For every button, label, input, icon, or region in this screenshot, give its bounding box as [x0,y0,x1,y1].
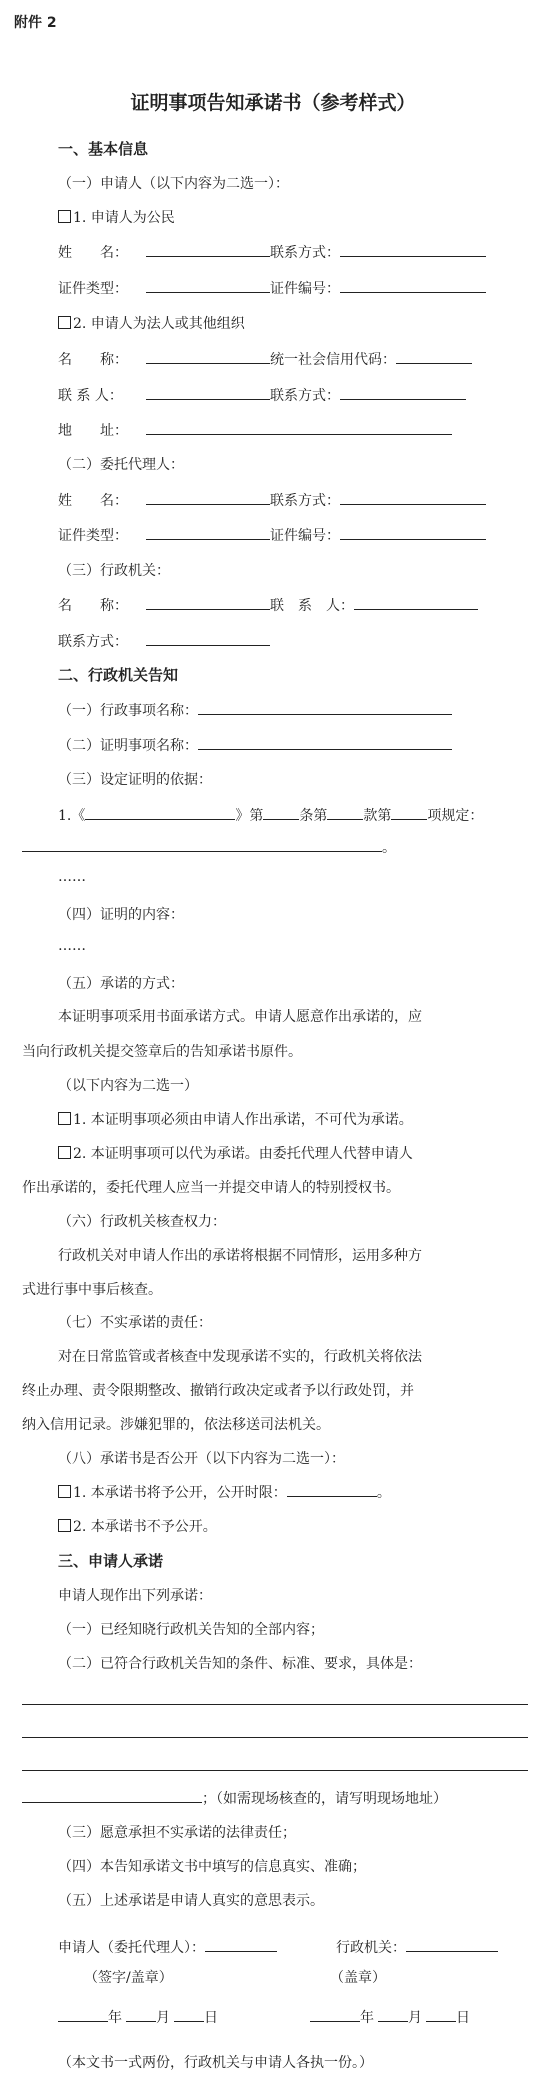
row-agency-name [58,595,478,615]
agency-name-field[interactable] [146,595,270,610]
commitment-item-5: （五）上述承诺是申请人真实的意思表示。 [58,1893,324,1909]
option-proxy-line-2: 作出承诺的，委托代理人应当一并提交申请人的特别授权书。 [22,1180,400,1196]
choice-note: （以下内容为二选一） [58,1078,198,1094]
citizen-checkbox[interactable] [58,210,71,223]
commitment-item-3: （三）愿意承担不实承诺的法律责任； [58,1825,296,1841]
contact-person-field[interactable] [146,385,270,400]
applicant-heading: （一）申请人（以下内容为二选一）： [58,176,289,192]
commit-method-line-1: 本证明事项采用书面承诺方式。申请人愿意作出承诺的，应 [58,1009,422,1025]
agent-id-type-field[interactable] [146,525,270,540]
agent-heading: （二）委托代理人： [58,457,184,473]
footer-note: （本文书一式两份，行政机关与申请人各执一份。） [58,2055,373,2071]
row-agent-name [58,490,486,510]
address-field[interactable] [146,420,452,435]
row-legal-basis: 1.《 》第 条第 款第 项规定： [58,805,483,825]
basis-content-field[interactable] [22,837,382,852]
detail-line-3[interactable] [22,1770,528,1771]
ellipsis-1: …… [58,869,86,885]
admin-matter-label: （一）行政事项名称： [58,703,198,719]
site-address-note: ；（如需现场核查的，请写明现场地址） [202,1791,447,1807]
document-title: 证明事项告知承诺书（参考样式） [130,92,416,114]
agency-date-row: 年 月 日 [310,2007,470,2027]
agent-id-type-label: 证件类型： [58,528,128,544]
liability-line-3: 纳入信用记录。涉嫌犯罪的，依法移送司法机关。 [22,1417,330,1433]
agency-contact-person-label: 联 系 人： [270,598,354,614]
applicant-signature-field[interactable] [205,1937,277,1952]
agent-contact-label: 联系方式： [270,493,340,509]
agency-contact-label: 联系方式： [58,634,128,650]
agency-signature-row [336,1937,498,1957]
id-no-field[interactable] [340,278,486,293]
agency-month-field[interactable] [378,2007,408,2022]
applicant-day-field[interactable] [174,2007,204,2022]
no-proxy-checkbox[interactable] [58,1112,71,1125]
commit-method-heading: （五）承诺的方式： [58,976,184,992]
verify-power-line-1: 行政机关对申请人作出的承诺将根据不同情形，运用多种方 [58,1248,422,1264]
agent-name-label: 姓 名： [58,493,128,509]
proof-content-heading: （四）证明的内容： [58,907,184,923]
proof-matter-field[interactable] [198,735,452,750]
agency-day-field[interactable] [426,2007,456,2022]
row-agent-id [58,525,486,545]
applicant-month-field[interactable] [126,2007,156,2022]
agency-heading: （三）行政机关： [58,563,170,579]
section-commitment-title: 三、申请人承诺 [58,1552,164,1570]
organization-checkbox[interactable] [58,316,71,329]
agency-contact-person-field[interactable] [354,595,478,610]
id-type-field[interactable] [146,278,270,293]
row-site-address [22,1788,447,1808]
row-proof-matter [58,735,452,755]
address-label: 地 址： [58,423,128,439]
agency-contact-field[interactable] [146,631,270,646]
agency-name-label: 名 称： [58,598,128,614]
org-contact-field[interactable] [340,385,466,400]
row-org-name [58,349,472,369]
commitment-item-4: （四）本告知承诺文书中填写的信息真实、准确； [58,1859,366,1875]
commitment-item-1: （一）已经知晓行政机关告知的全部内容； [58,1622,324,1638]
liability-heading: （七）不实承诺的责任： [58,1315,212,1331]
agency-year-field[interactable] [310,2007,360,2022]
publicity-heading: （八）承诺书是否公开（以下内容为二选一）： [58,1451,345,1467]
row-agency-contact [58,631,270,651]
proxy-checkbox[interactable] [58,1146,71,1159]
admin-matter-field[interactable] [198,700,452,715]
row-citizen-name [58,242,486,262]
org-name-label: 名 称： [58,352,128,368]
row-org-contact [58,385,466,405]
commit-method-line-2: 当向行政机关提交签章后的告知承诺书原件。 [22,1044,302,1060]
row-admin-matter [58,700,452,720]
agent-contact-field[interactable] [340,490,486,505]
option-proxy: 2. 本证明事项可以代为承诺。由委托代理人代替申请人 [58,1143,413,1163]
agency-signature-field[interactable] [406,1937,498,1952]
law-name-field[interactable] [85,805,235,820]
not-public-checkbox[interactable] [58,1519,71,1532]
agency-sign-note: （盖章） [330,1970,386,1986]
name-label: 姓 名： [58,245,128,261]
proof-matter-label: （二）证明事项名称： [58,738,198,754]
applicant-signature-label: 申请人（委托代理人）： [58,1940,205,1956]
liability-line-2: 终止办理、责令限期整改、撤销行政决定或者予以行政处罚，并 [22,1383,414,1399]
applicant-date-row: 年 月 日 [58,2007,218,2027]
site-address-field[interactable] [22,1788,202,1803]
basis-heading: （三）设定证明的依据： [58,772,212,788]
agent-name-field[interactable] [146,490,270,505]
verify-power-line-2: 式进行事中事后核查。 [22,1282,162,1298]
id-no-label: 证件编号： [270,281,340,297]
contact-label: 联系方式： [270,245,340,261]
applicant-sign-note: （签字/盖章） [84,1970,173,1986]
contact-field[interactable] [340,242,486,257]
item-field[interactable] [391,805,427,820]
agent-id-no-field[interactable] [340,525,486,540]
ellipsis-2: …… [58,938,86,954]
option-citizen: 1. 申请人为公民 [58,207,175,227]
clause-field[interactable] [327,805,363,820]
org-contact-label: 联系方式： [270,388,340,404]
option-organization: 2. 申请人为法人或其他组织 [58,313,245,333]
option-public: 1. 本承诺书将予公开，公开时限： 。 [58,1482,391,1502]
applicant-signature-row [58,1937,277,1957]
credit-code-field[interactable] [396,349,472,364]
detail-line-1[interactable] [22,1704,528,1705]
detail-line-2[interactable] [22,1737,528,1738]
commitment-item-2: （二）已符合行政机关告知的条件、标准、要求，具体是： [58,1656,422,1672]
verify-power-heading: （六）行政机关核查权力： [58,1214,226,1230]
commitment-intro: 申请人现作出下列承诺： [58,1588,212,1604]
option-not-public: 2. 本承诺书不予公开。 [58,1516,217,1536]
row-citizen-id [58,278,486,298]
org-name-field[interactable] [146,349,270,364]
name-field[interactable] [146,242,270,257]
row-org-address [58,420,452,440]
liability-line-1: 对在日常监管或者核查中发现承诺不实的，行政机关将依法 [58,1349,422,1365]
public-checkbox[interactable] [58,1485,71,1498]
article-field[interactable] [263,805,299,820]
section-basic-info-title: 一、基本信息 [58,140,149,158]
applicant-year-field[interactable] [58,2007,108,2022]
credit-code-label: 统一社会信用代码： [270,352,396,368]
contact-person-label: 联 系 人： [58,388,123,404]
attachment-label: 附件 2 [14,15,57,31]
agency-signature-label: 行政机关： [336,1940,406,1956]
public-period-field[interactable] [287,1482,377,1497]
option-no-proxy: 1. 本证明事项必须由申请人作出承诺，不可代为承诺。 [58,1109,413,1129]
row-basis-content: 。 [22,837,396,857]
id-type-label: 证件类型： [58,281,128,297]
section-notice-title: 二、行政机关告知 [58,666,179,684]
agent-id-no-label: 证件编号： [270,528,340,544]
